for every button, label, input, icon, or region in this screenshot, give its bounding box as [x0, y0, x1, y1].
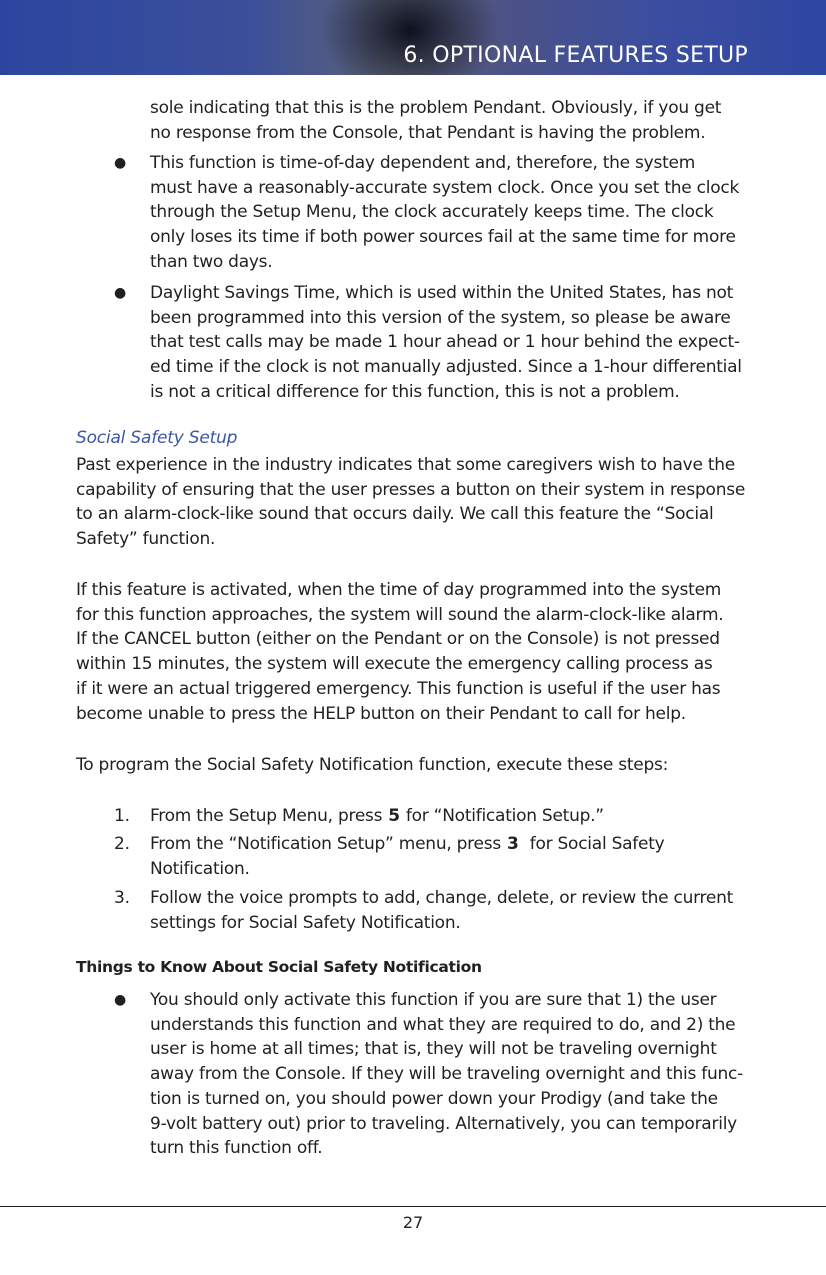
intro-continuation: sole indicating that this is the problem Pendant. Obviously, if you get no response from the Console, that Pendant is having the problem. — [150, 98, 722, 143]
program-instructions-intro: To program the Social Safety Notification function, execute these steps: — [76, 755, 669, 775]
step-number: 2. — [114, 834, 130, 854]
social-safety-paragraph-1: Past experience in the industry indicates that some caregivers wish to have the capability of ensuring that the user presses a button on their system in response to an alarm-clock-like sound that occurs daily. We call this feature the “Social Safety” function. — [76, 455, 746, 550]
chapter-title: 6. OPTIONAL FEATURES SETUP — [403, 43, 748, 68]
bullet-item-daylight-savings: Daylight Savings Time, which is used within the United States, has not been programmed into this version of the system, so please be aware that test calls may be made 1 hour ahead or 1 hour behind the expect- ed time if the clock is not manually adjusted. Since a 1-hour differential is not a critical difference for this function, this is not a problem. — [150, 283, 742, 402]
keypad-key-3: 3 — [506, 834, 519, 854]
bullet-item-activation-warning: You should only activate this function if you are sure that 1) the user understands this function and what they are required to do, and 2) the user is home at all times; that is, they will not be traveling overnight away from the Console. If they will be traveling overnight and this func- tion is turned on, you should power down your Prodigy (and take the 9-volt battery out) prior to traveling. Alternatively, you can temporarily turn this function off. — [150, 990, 743, 1159]
bullet-icon: ● — [114, 992, 127, 1008]
step-number: 3. — [114, 888, 130, 908]
section-heading-social-safety: Social Safety Setup — [76, 428, 238, 448]
step-2: From the “Notification Setup” menu, press 3 for Social Safety Notification. — [150, 834, 665, 879]
social-safety-paragraph-2: If this feature is activated, when the time of day programmed into the system for this function approaches, the system will sound the alarm-clock-like alarm. If the CANCEL button (either on the Pendant or on the Console) is not pressed within 15 minutes, the system will execute the emergency calling process as if it were an actual triggered emergency. This function is useful if the user has become unable to press the HELP button on their Pendant to call for help. — [76, 580, 724, 724]
step-1: From the Setup Menu, press 5 for “Notification Setup.” — [150, 806, 604, 826]
step-3: Follow the voice prompts to add, change, delete, or review the current settings for Social Safety Notification. — [150, 888, 734, 933]
bullet-icon: ● — [114, 155, 127, 171]
footer-divider — [0, 1206, 826, 1207]
page-header-banner — [0, 0, 826, 75]
bullet-icon: ● — [114, 285, 127, 301]
page-number: 27 — [402, 1213, 424, 1232]
bullet-item-clock: This function is time-of-day dependent and, therefore, the system must have a reasonably-accurate system clock. Once you set the clock through the Setup Menu, the clock accurately keeps time. The clock only loses its time if both power sources fail at the same time for more than two days. — [150, 153, 740, 272]
step-number: 1. — [114, 806, 130, 826]
things-to-know-heading: Things to Know About Social Safety Notification — [76, 958, 482, 976]
keypad-key-5: 5 — [388, 806, 400, 826]
